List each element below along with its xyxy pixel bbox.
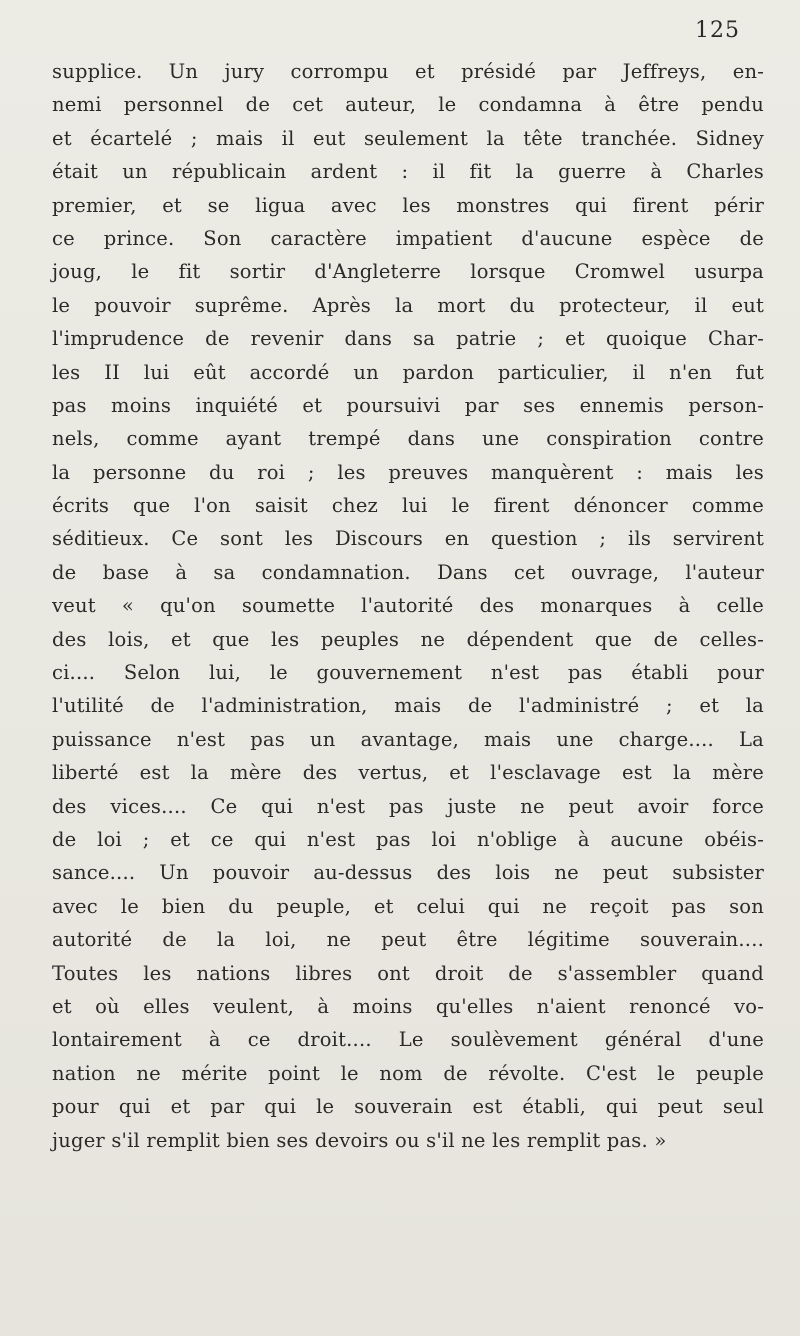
text-line-11: pas moins inquiété et poursuivi par ses ennemis person- <box>52 393 764 417</box>
text-line-8: le pouvoir suprême. Après la mort du protecteur, il eut <box>52 293 764 317</box>
text-line-26: avec le bien du peuple, et celui qui ne reçoit pas son <box>52 894 764 918</box>
text-line-17: veut « qu'on soumette l'autorité des monarques à celle <box>52 594 764 618</box>
text-line-13: la personne du roi ; les preuves manquèrent : mais les <box>52 460 764 484</box>
body-text <box>52 55 764 1157</box>
text-line-31: nation ne mérite point le nom de révolte. C'est le peuple <box>52 1061 764 1085</box>
text-line-9: l'imprudence de revenir dans sa patrie ; et quoique Char- <box>52 327 764 351</box>
text-line-1: supplice. Un jury corrompu et présidé par Jeffreys, en- <box>52 60 764 83</box>
text-line-23: des vices.... Ce qui n'est pas juste ne peut avoir force <box>52 794 764 818</box>
text-line-15: séditieux. Ce sont les Discours en question ; ils servirent <box>52 527 764 551</box>
text-line-32: pour qui et par qui le souverain est établi, qui peut seul <box>52 1095 764 1119</box>
text-line-30: lontairement à ce droit.... Le soulèvement général d'une <box>52 1028 764 1052</box>
text-line-4: était un républicain ardent : il fit la guerre à Charles <box>52 160 764 184</box>
text-line-33: juger s'il remplit bien ses devoirs ou s'il ne les remplit pas. » <box>52 1128 667 1152</box>
text-line-12: nels, comme ayant trempé dans une conspiration contre <box>52 427 764 451</box>
text-line-2: nemi personnel de cet auteur, le condamna à être pendu <box>52 93 764 117</box>
text-line-22: liberté est la mère des vertus, et l'esclavage est la mère <box>52 761 764 785</box>
page-number: 125 <box>695 18 740 43</box>
text-line-27: autorité de la loi, ne peut être légitime souverain.... <box>52 928 764 952</box>
text-line-20: l'utilité de l'administration, mais de l'administré ; et la <box>52 694 764 718</box>
text-line-19: ci.... Selon lui, le gouvernement n'est pas établi pour <box>52 661 764 685</box>
text-line-24: de loi ; et ce qui n'est pas loi n'oblige à aucune obéis- <box>52 827 764 851</box>
text-line-10: les II lui eût accordé un pardon particulier, il n'en fut <box>52 360 764 384</box>
text-line-6: ce prince. Son caractère impatient d'aucune espèce de <box>52 226 764 250</box>
text-line-25: sance.... Un pouvoir au-dessus des lois ne peut subsister <box>52 861 764 885</box>
text-line-14: écrits que l'on saisit chez lui le firent dénoncer comme <box>52 494 764 518</box>
text-line-5: premier, et se ligua avec les monstres qui firent périr <box>52 193 764 217</box>
text-line-28: Toutes les nations libres ont droit de s'assembler quand <box>52 961 764 985</box>
text-line-18: des lois, et que les peuples ne dépendent que de celles- <box>52 627 764 651</box>
text-line-16: de base à sa condamnation. Dans cet ouvrage, l'auteur <box>52 560 764 584</box>
text-line-3: et écartelé ; mais il eut seulement la tête tranchée. Sidney <box>52 126 764 150</box>
text-line-29: et où elles veulent, à moins qu'elles n'aient renoncé vo- <box>52 994 764 1018</box>
text-line-21: puissance n'est pas un avantage, mais une charge.... La <box>52 727 764 751</box>
text-line-7: joug, le fit sortir d'Angleterre lorsque Cromwel usurpa <box>52 260 764 284</box>
